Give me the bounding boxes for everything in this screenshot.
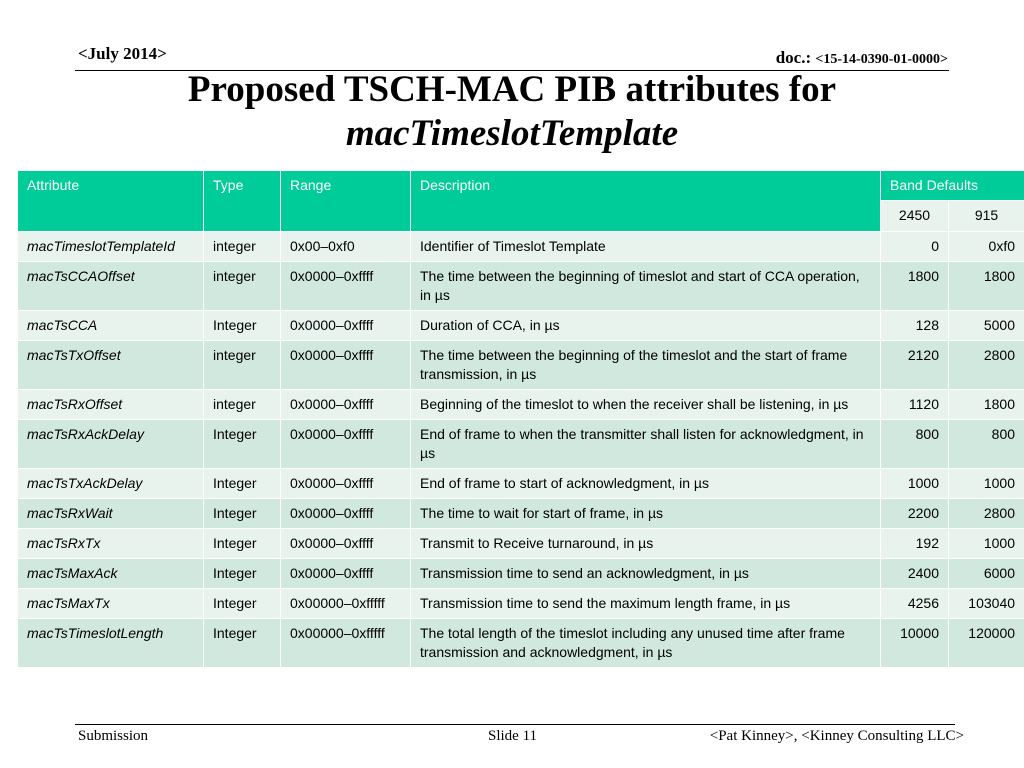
cell-attribute: macTsRxOffset	[18, 390, 204, 420]
table-row	[18, 232, 1024, 262]
title-line-1: Proposed TSCH-MAC PIB attributes for	[187, 69, 837, 110]
cell-type: Integer	[204, 420, 281, 469]
cell-default-915: 120000	[949, 619, 1024, 668]
cell-default-915: 800	[949, 420, 1024, 469]
table-row	[18, 529, 1024, 559]
cell-type: Integer	[204, 559, 281, 589]
cell-description: The time to wait for start of frame, in µs	[411, 499, 881, 529]
table-row	[18, 420, 1024, 469]
cell-default-915: 103040	[949, 589, 1024, 619]
cell-default-915: 0xf0	[949, 232, 1024, 262]
cell-default-2450: 1000	[881, 469, 949, 499]
col-header-description: Description	[411, 171, 881, 232]
cell-range: 0x00000–0xfffff	[281, 589, 411, 619]
cell-type: integer	[204, 341, 281, 390]
col-header-2450: 2450	[881, 201, 949, 232]
cell-attribute: macTsRxTx	[18, 529, 204, 559]
table-body	[18, 232, 1024, 668]
cell-range: 0x00–0xf0	[281, 232, 411, 262]
cell-description: Beginning of the timeslot to when the receiver shall be listening, in µs	[411, 390, 881, 420]
cell-type: integer	[204, 390, 281, 420]
cell-default-915: 2800	[949, 499, 1024, 529]
cell-range: 0x0000–0xffff	[281, 529, 411, 559]
cell-type: Integer	[204, 529, 281, 559]
cell-default-2450: 128	[881, 311, 949, 341]
col-header-915: 915	[949, 201, 1024, 232]
title-line-2: macTimeslotTemplate	[345, 113, 679, 154]
cell-attribute: macTsMaxTx	[18, 589, 204, 619]
cell-default-915: 6000	[949, 559, 1024, 589]
cell-range: 0x0000–0xffff	[281, 559, 411, 589]
cell-type: Integer	[204, 589, 281, 619]
cell-attribute: macTsCCA	[18, 311, 204, 341]
cell-default-2450: 2120	[881, 341, 949, 390]
cell-type: Integer	[204, 311, 281, 341]
footer-slide-number: Slide 11	[488, 728, 538, 744]
cell-type: Integer	[204, 469, 281, 499]
cell-default-915: 1800	[949, 262, 1024, 311]
cell-attribute: macTsRxWait	[18, 499, 204, 529]
header-doc-id	[776, 48, 948, 68]
table-row	[18, 341, 1024, 390]
col-header-band-defaults: Band Defaults	[881, 171, 1024, 201]
cell-range: 0x0000–0xffff	[281, 499, 411, 529]
cell-description: Transmission time to send an acknowledgment, in µs	[411, 559, 881, 589]
cell-default-2450: 192	[881, 529, 949, 559]
table-row	[18, 469, 1024, 499]
cell-range: 0x0000–0xffff	[281, 311, 411, 341]
cell-range: 0x0000–0xffff	[281, 420, 411, 469]
table-row	[18, 390, 1024, 420]
cell-range: 0x0000–0xffff	[281, 262, 411, 311]
cell-attribute: macTsCCAOffset	[18, 262, 204, 311]
cell-default-915: 1000	[949, 529, 1024, 559]
cell-description: The total length of the timeslot including any unused time after frame transmission and acknowledgment, in µs	[411, 619, 881, 668]
cell-range: 0x0000–0xffff	[281, 390, 411, 420]
cell-range: 0x00000–0xfffff	[281, 619, 411, 668]
cell-type: integer	[204, 262, 281, 311]
cell-attribute: macTsTxOffset	[18, 341, 204, 390]
pib-attributes-table	[17, 170, 1024, 668]
cell-default-2450: 0	[881, 232, 949, 262]
cell-default-2450: 10000	[881, 619, 949, 668]
cell-description: The time between the beginning of timeslot and start of CCA operation, in µs	[411, 262, 881, 311]
table-row	[18, 559, 1024, 589]
cell-default-915: 1800	[949, 390, 1024, 420]
cell-description: The time between the beginning of the timeslot and the start of frame transmission, in µs	[411, 341, 881, 390]
cell-default-2450: 1800	[881, 262, 949, 311]
cell-description: Transmit to Receive turnaround, in µs	[411, 529, 881, 559]
table-row	[18, 619, 1024, 668]
header-date: <July 2014>	[78, 44, 167, 63]
cell-description: End of frame to when the transmitter shall listen for acknowledgment, in µs	[411, 420, 881, 469]
table-row	[18, 499, 1024, 529]
cell-type: Integer	[204, 499, 281, 529]
cell-default-915: 2800	[949, 341, 1024, 390]
col-header-type: Type	[204, 171, 281, 232]
footer-submission: Submission	[78, 728, 149, 744]
cell-default-2450: 1120	[881, 390, 949, 420]
cell-description: Duration of CCA, in µs	[411, 311, 881, 341]
cell-default-2450: 800	[881, 420, 949, 469]
cell-default-2450: 4256	[881, 589, 949, 619]
cell-range: 0x0000–0xffff	[281, 469, 411, 499]
cell-type: Integer	[204, 619, 281, 668]
page-title	[0, 68, 1024, 156]
cell-type: integer	[204, 232, 281, 262]
cell-default-2450: 2400	[881, 559, 949, 589]
footer-divider	[75, 724, 955, 725]
cell-default-2450: 2200	[881, 499, 949, 529]
table-row	[18, 589, 1024, 619]
cell-description: End of frame to start of acknowledgment, in µs	[411, 469, 881, 499]
cell-attribute: macTsMaxAck	[18, 559, 204, 589]
cell-attribute: macTimeslotTemplateId	[18, 232, 204, 262]
doc-number: <15-14-0390-01-0000>	[815, 52, 948, 67]
cell-description: Transmission time to send the maximum length frame, in µs	[411, 589, 881, 619]
col-header-range: Range	[281, 171, 411, 232]
cell-default-915: 5000	[949, 311, 1024, 341]
footer-author: <Pat Kinney>, <Kinney Consulting LLC>	[709, 728, 964, 744]
cell-attribute: macTsTxAckDelay	[18, 469, 204, 499]
cell-attribute: macTsTimeslotLength	[18, 619, 204, 668]
doc-label: doc.:	[775, 48, 816, 67]
col-header-attribute: Attribute	[18, 171, 204, 232]
cell-default-915: 1000	[949, 469, 1024, 499]
cell-attribute: macTsRxAckDelay	[18, 420, 204, 469]
table-row	[18, 311, 1024, 341]
cell-description: Identifier of Timeslot Template	[411, 232, 881, 262]
cell-range: 0x0000–0xffff	[281, 341, 411, 390]
table-row	[18, 262, 1024, 311]
